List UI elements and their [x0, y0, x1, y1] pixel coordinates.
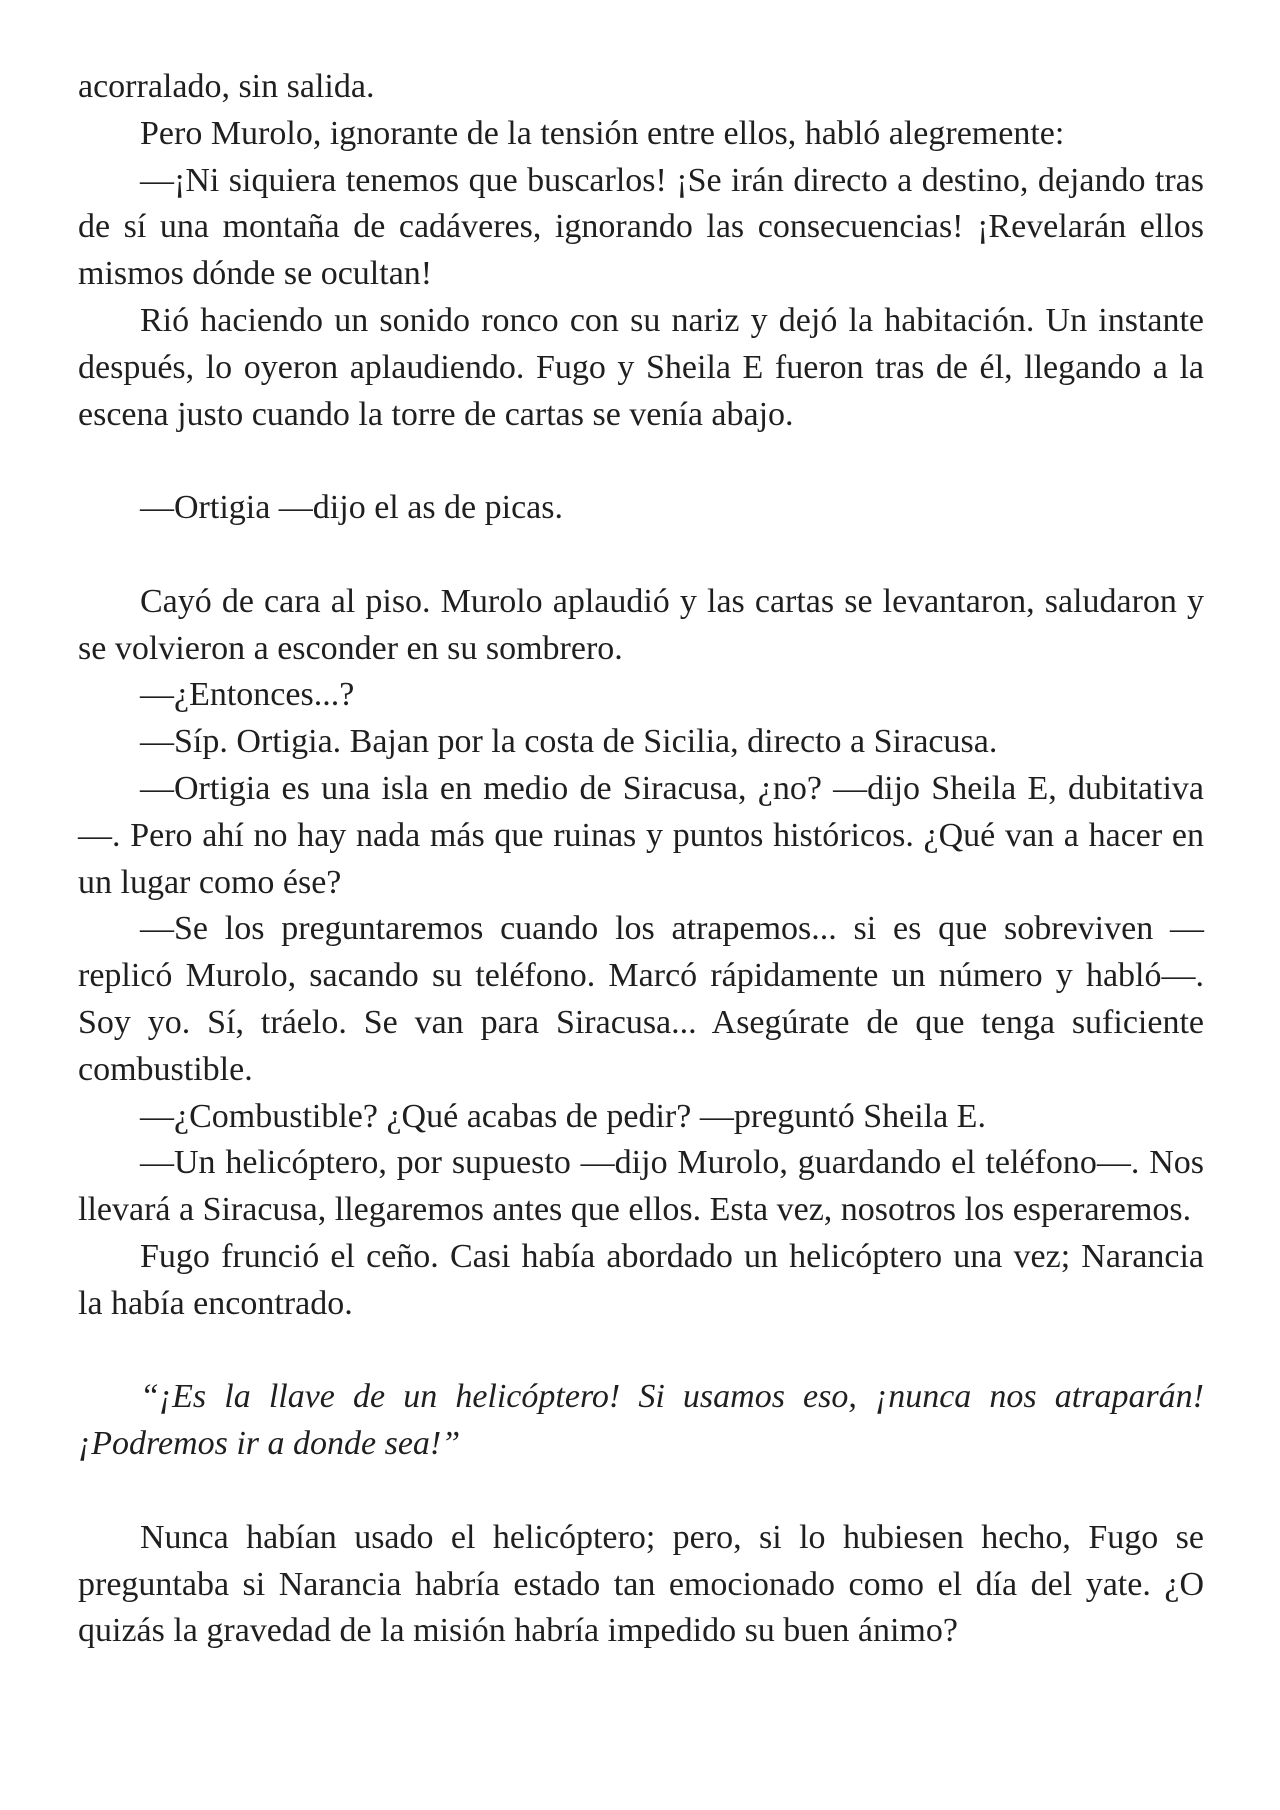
paragraph-continuation: acorralado, sin salida. — [78, 68, 375, 105]
paragraph-dialogue: —¡Ni siquiera tenemos que buscarlos! ¡Se irán directo a destino, dejando tras de sí una montaña de cadáveres, ignorando las consecuencias! ¡Revelarán ellos mismos dónde se ocultan! — [78, 161, 1204, 293]
paragraph-dialogue: —¿Combustible? ¿Qué acabas de pedir? —preguntó Sheila E. — [140, 1097, 986, 1135]
paragraph-narration: Rió haciendo un sonido ronco con su nariz y dejó la habitación. Un instante después, lo oyeron aplaudiendo. Fugo y Sheila E fueron tras de él, llegando a la escena justo cuando la torre de cartas se venía abajo. — [78, 301, 1204, 433]
paragraph-dialogue: —Ortigia —dijo el as de picas. — [140, 489, 564, 527]
book-page — [78, 64, 1204, 1655]
paragraph-narration: Nunca habían usado el helicóptero; pero, si lo hubiesen hecho, Fugo se preguntaba si Narancia habría estado tan emocionado como el día del yate. ¿O quizás la gravedad de la misión habría impedido su buen ánimo? — [78, 1518, 1204, 1650]
paragraph-dialogue: —Se los preguntaremos cuando los atrapemos... si es que sobreviven —replicó Murolo, sacando su teléfono. Marcó rápidamente un número y habló—. Soy yo. Sí, tráelo. Se van para Siracusa... Asegúrate de que tenga suficiente combustible. — [78, 910, 1204, 1088]
paragraph-narration: Cayó de cara al piso. Murolo aplaudió y las cartas se levantaron, saludaron y se volvieron a esconder en su sombrero. — [78, 582, 1204, 667]
paragraph-dialogue: —Un helicóptero, por supuesto —dijo Murolo, guardando el teléfono—. Nos llevará a Siracusa, llegaremos antes que ellos. Esta vez, nosotros los esperaremos. — [78, 1144, 1204, 1229]
paragraph-narration: Fugo frunció el ceño. Casi había abordado un helicóptero una vez; Narancia la había encontrado. — [78, 1237, 1204, 1322]
paragraph-dialogue: —Síp. Ortigia. Bajan por la costa de Sicilia, directo a Siracusa. — [140, 723, 998, 761]
paragraph-narration: Pero Murolo, ignorante de la tensión entre ellos, habló alegremente: — [140, 114, 1065, 152]
paragraph-dialogue: —Ortigia es una isla en medio de Siracusa, ¿no? —dijo Sheila E, dubitativa—. Pero ahí no hay nada más que ruinas y puntos históricos. ¿Qué van a hacer en un lugar como ése? — [78, 769, 1204, 901]
paragraph-flashback-quote: “¡Es la llave de un helicóptero! Si usamos eso, ¡nunca nos atraparán! ¡Podremos ir a donde sea!” — [78, 1378, 1204, 1463]
paragraph-dialogue: —¿Entonces...? — [140, 676, 355, 714]
